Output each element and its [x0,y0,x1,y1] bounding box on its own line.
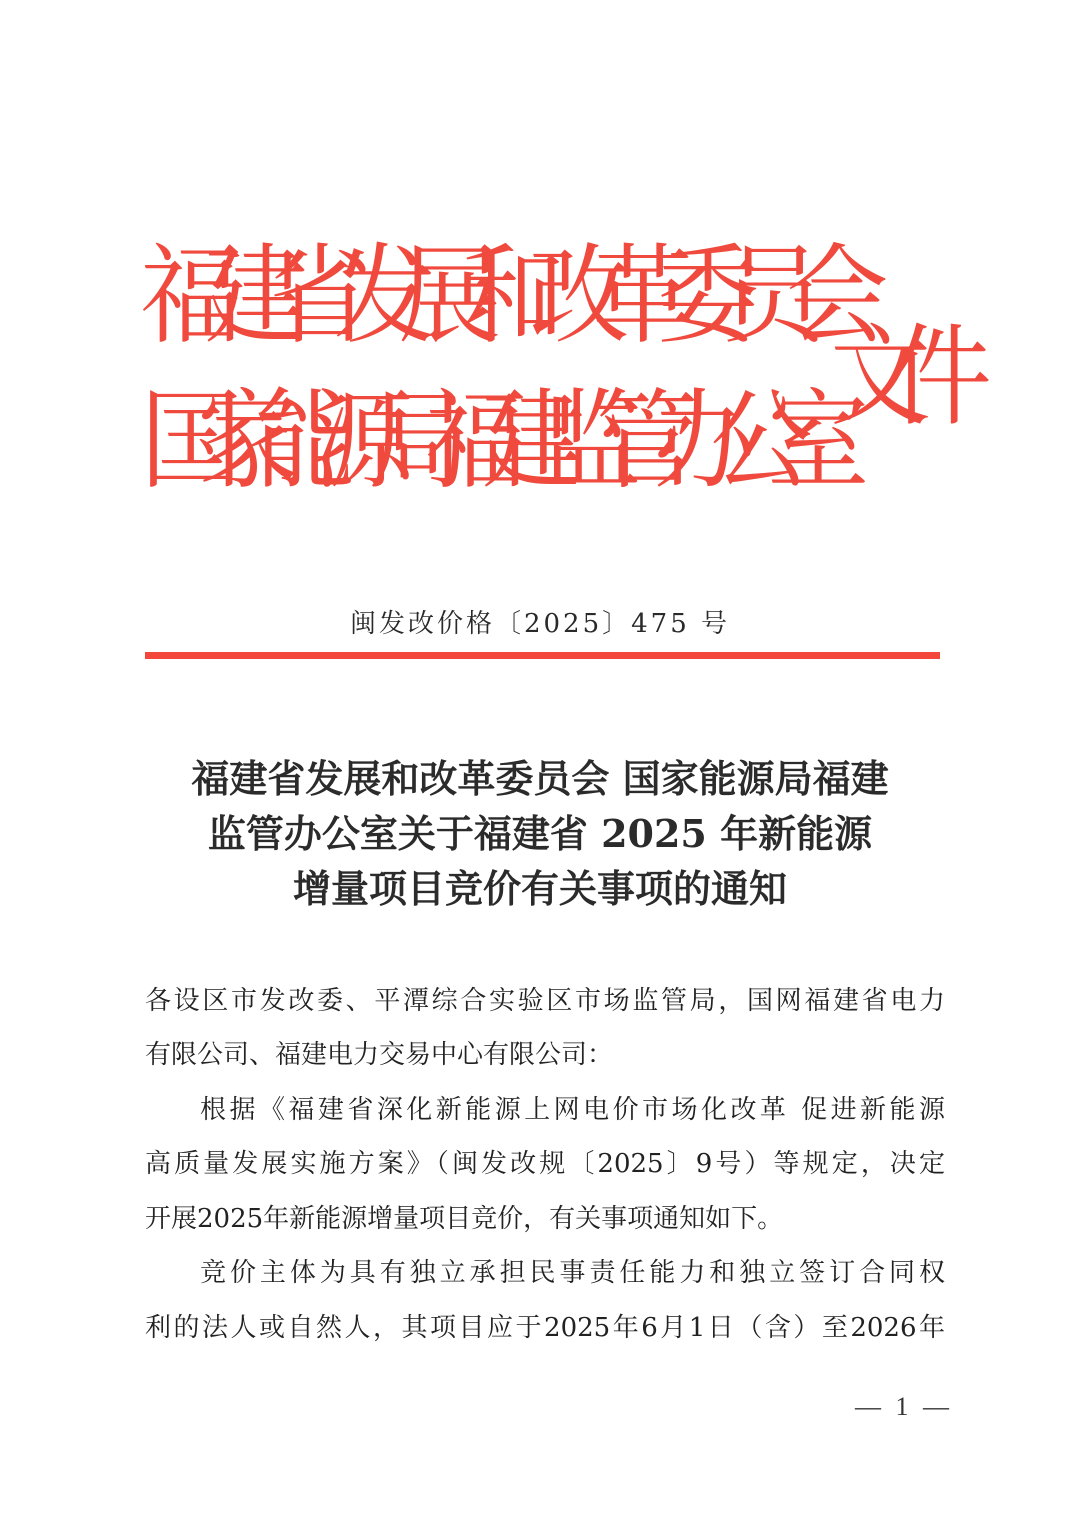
document-title-line: 福建省发展和改革委员会 国家能源局福建 [191,756,889,801]
body-paragraph-line: 高质量发展实施方案》（闽发改规〔2025〕9号）等规定，决定 [145,1149,945,1179]
body-paragraph-line: 根据《福建省深化新能源上网电价市场化改革 促进新能源 [200,1095,945,1125]
body-paragraph-line: 开展2025年新能源增量项目竞价，有关事项通知如下。 [145,1204,784,1234]
document-title-line: 监管办公室关于福建省 2025 年新能源 [207,811,873,856]
issuer-name-nea-fujian: 国家能源局福建监管办公室 [140,379,825,504]
body-paragraph-line: 利的法人或自然人，其项目应于2025年6月1日（含）至2026年 [145,1313,945,1343]
document-title-line: 增量项目竞价有关事项的通知 [292,866,787,911]
issuer-name-ndrc: 福建省发展和改革委员会 [140,234,851,359]
document-suffix: 文件 [830,313,952,441]
page-number: — 1 — [855,1392,953,1421]
addressee-line: 有限公司、福建电力交易中心有限公司： [145,1040,614,1070]
document-number: 闽发改价格〔2025〕475 号 [349,609,731,639]
body-paragraph-line: 竞价主体为具有独立承担民事责任能力和独立签订合同权 [200,1258,945,1288]
addressee-line: 各设区市发改委、平潭综合实验区市场监管局，国网福建省电力 [145,986,945,1016]
red-divider [145,652,940,659]
